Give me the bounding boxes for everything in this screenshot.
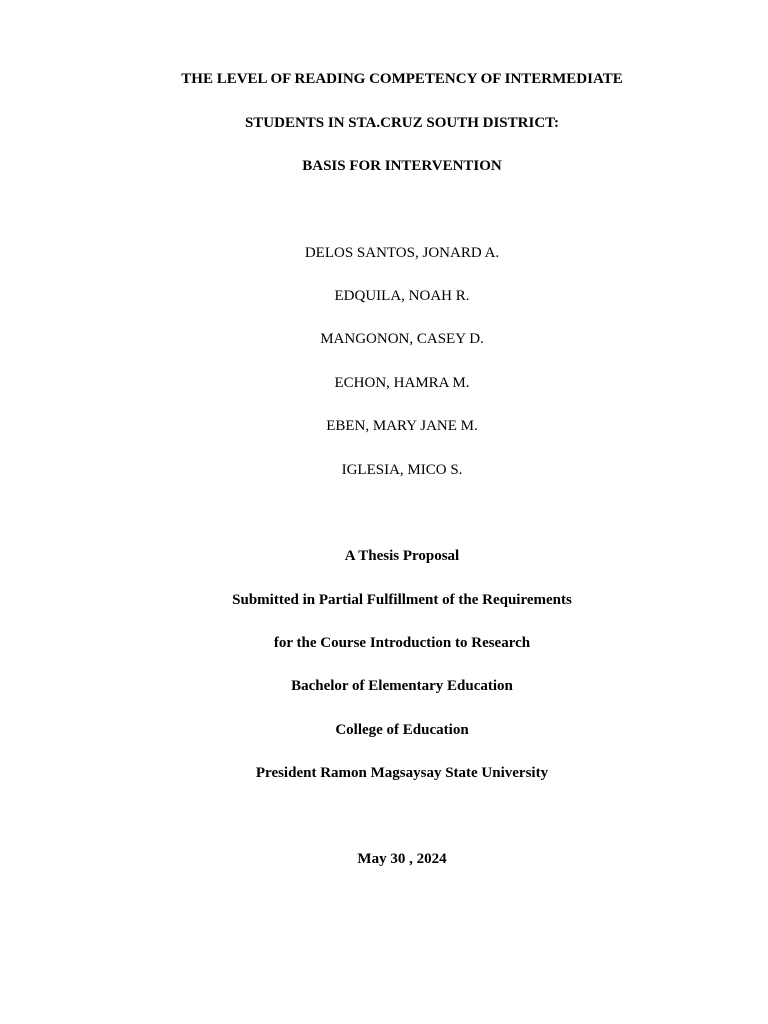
college-name: College of Education <box>335 722 469 738</box>
author-name: EBEN, MARY JANE M. <box>326 418 478 434</box>
title-line-1: THE LEVEL OF READING COMPETENCY OF INTERMEDIATE <box>181 71 623 87</box>
title-line-3: BASIS FOR INTERVENTION <box>302 158 502 174</box>
title-line-2: STUDENTS IN STA.CRUZ SOUTH DISTRICT: <box>244 115 560 131</box>
author-name: IGLESIA, MICO S. <box>341 462 463 478</box>
submission-statement: Submitted in Partial Fulfillment of the Requirements <box>232 592 572 608</box>
author-name: MANGONON, CASEY D. <box>320 331 484 347</box>
course-name: for the Course Introduction to Research <box>273 635 531 651</box>
degree-program: Bachelor of Elementary Education <box>291 678 513 694</box>
author-name: EDQUILA, NOAH R. <box>334 288 470 304</box>
submission-date: May 30 , 2024 <box>357 851 447 867</box>
author-name: ECHON, HAMRA M. <box>334 375 470 391</box>
document-type: A Thesis Proposal <box>344 548 460 564</box>
author-name: DELOS SANTOS, JONARD A. <box>304 245 500 261</box>
university-name: President Ramon Magsaysay State University <box>255 765 549 781</box>
